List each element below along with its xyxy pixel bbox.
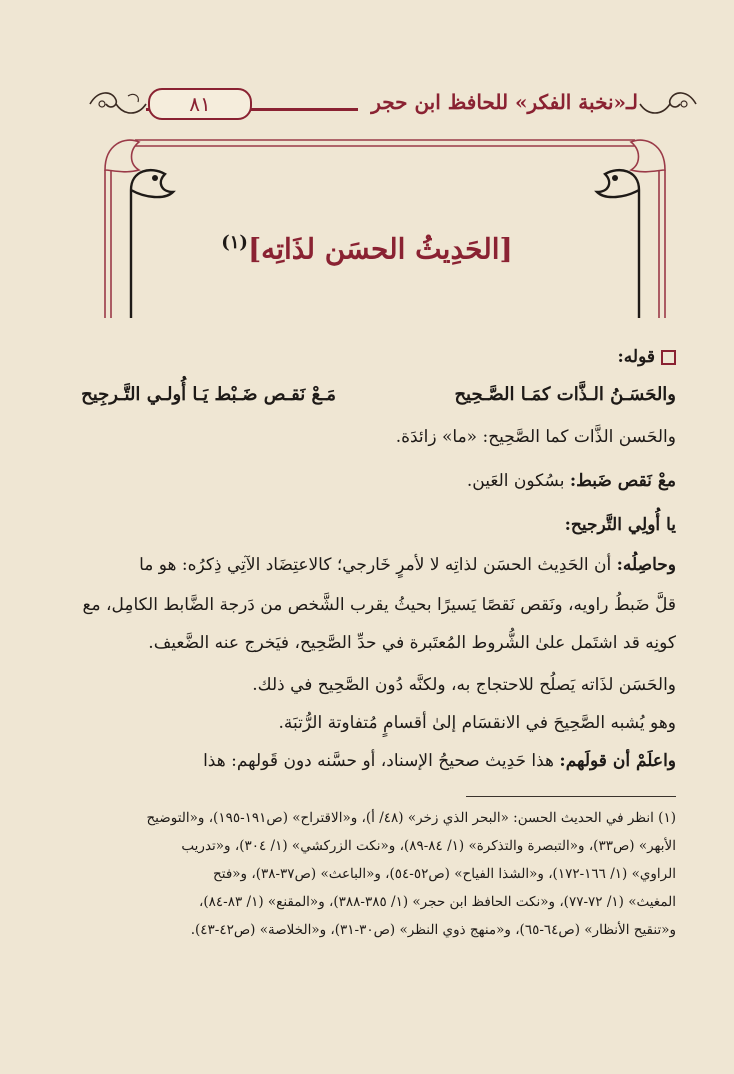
footnote-line: و«تنقيح الأنظار» (ص٦٤-٦٥)، و«منهج ذوي النظر» (ص٣٠-٣١)، و«الخلاصة» (ص٤٢-٤٣).	[190, 922, 676, 938]
main-text	[81, 340, 676, 780]
header-ornament-right-icon	[638, 86, 698, 122]
verse-right: والحَسَـنُ الـذَّات كمَـا الصَّـحِيح	[454, 384, 676, 405]
header-ornament-icon	[88, 86, 148, 122]
text-line: واعلَمْ أن قولَهم: هذا حَدِيث صحيحُ الإسناد، أو حسَّنه دون قَولهم: هذا	[203, 751, 676, 771]
running-title: لـ«نخبة الفكر» للحافظ ابن حجر	[371, 90, 638, 114]
text-line: وهو يُشبه الصَّحِيحَ في الانقسَام إلىٰ أقسامٍ مُتفاوتة الرُّتبَة.	[278, 713, 676, 733]
header-rule-right	[250, 108, 358, 111]
verse-left: مَـعْ نَقـص ضَـبْط يَـا أُولـي التَّـرجِيح	[81, 384, 336, 405]
text-line: والحَسَن لذَاته يَصلُح للاحتجاج به، ولكنَّه دُون الصَّحِيح في ذلك.	[252, 675, 676, 695]
footnotes	[96, 804, 676, 964]
footnote-ref: (١)	[221, 232, 248, 253]
section-title-text: [الحَدِيثُ الحسَن لذَاتِه]	[247, 232, 513, 266]
footnote-line: (١) انظر في الحديث الحسن: «البحر الذي زخر» (٤٨/ أ)، و«الاقتراح» (ص١٩١-١٩٥)، و«التوضيح	[146, 810, 676, 826]
section-title	[0, 232, 734, 265]
footnote-line: المغيث» (١/ ٧٢-٧٧)، و«نكت الحافظ ابن حجر» (١/ ٣٨٥-٣٨٨)، و«المقنع» (١/ ٨٣-٨٤)،	[199, 894, 676, 910]
text-line: والحَسن الذَّات كما الصَّحِيح: «ما» زائدَة.	[395, 427, 676, 447]
text-line: يا أُولِي التَّرجيح:	[564, 515, 676, 535]
heading-qawluh	[618, 340, 676, 374]
text-line: وحاصِلُه: أن الحَدِيث الحسَن لذاتِه لا لأمرٍ خَارجي؛ كالاعتِضَاد الآتِي ذِكرُه: هو ما	[139, 555, 676, 575]
footnote-line: الراوي» (١/ ١٦٦-١٧٢)، و«الشذا الفياح» (ص٥٢-٥٤)، و«الباعث» (ص٣٧-٣٨)، و«فتح	[213, 866, 676, 882]
text-line: كونِه قد اشتَمل علىٰ الشُّروط المُعتَبرة في حدِّ الصَّحِيح، فيَخرج عنه الضَّعيف.	[148, 633, 676, 653]
page-number: ٨١	[148, 88, 252, 120]
square-bullet-icon	[661, 350, 676, 365]
heading-label: قوله:	[617, 347, 655, 367]
text-line: معْ نَقص ضَبط: بسُكون العَين.	[466, 471, 676, 491]
footnote-rule	[466, 796, 676, 797]
title-frame	[95, 130, 675, 320]
footnote-line: الأبهر» (ص٣٣)، و«التبصرة والتذكرة» (١/ ٨٤-٨٩)، و«نكت الزركشي» (١/ ٣٠٤)، و«تدريب	[181, 838, 676, 854]
text-line: قلَّ ضَبطُ راويه، ونَقص نَقصًا يَسيرًا بحيثُ يقرب الشَّخص من دَرجة الضَّابط الكامِل، مع	[82, 595, 676, 615]
running-header	[88, 86, 678, 124]
